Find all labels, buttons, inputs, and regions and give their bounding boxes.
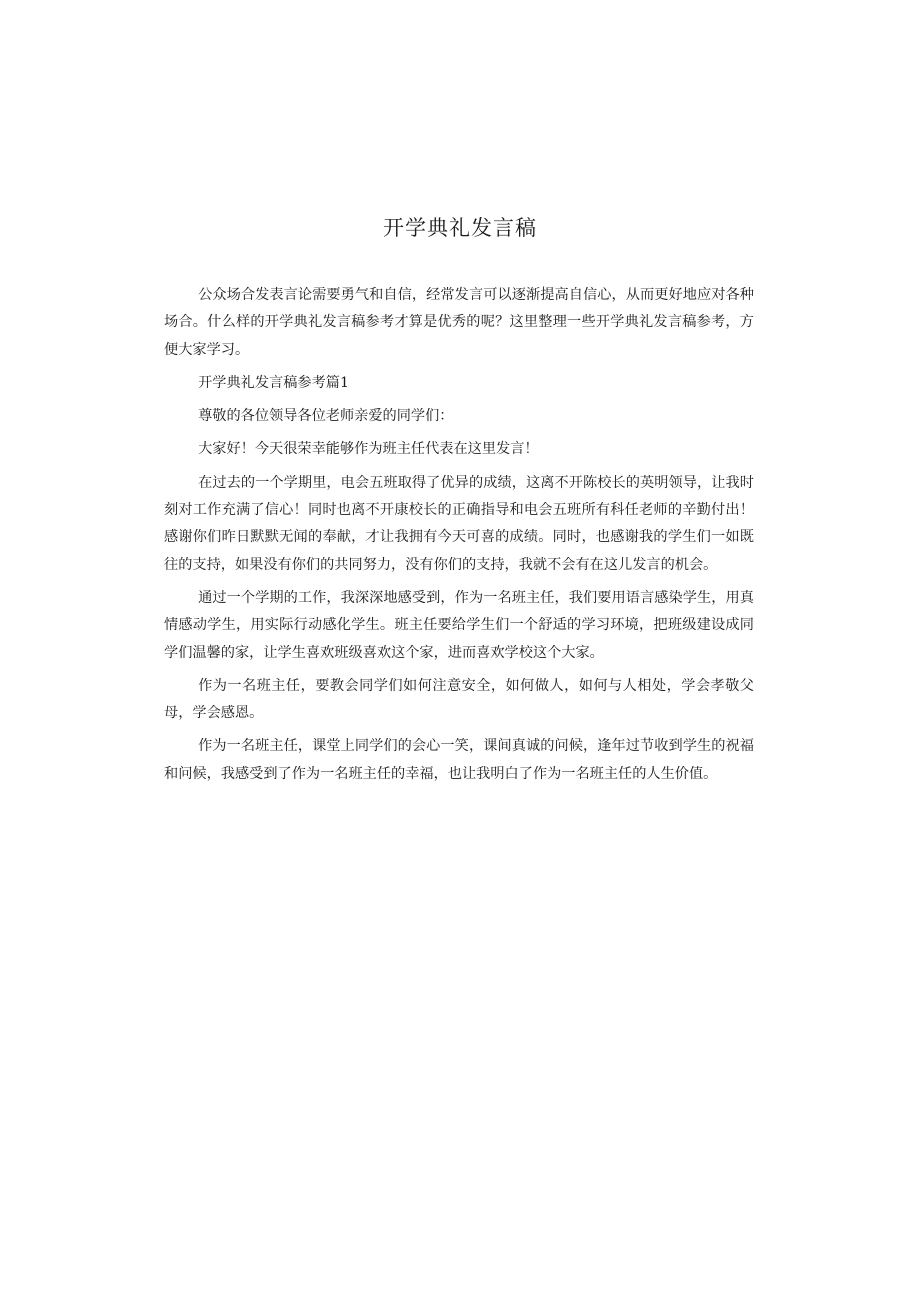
paragraph-greeting: 大家好！今天很荣幸能够作为班主任代表在这里发言！ <box>198 441 539 458</box>
document-body <box>164 282 754 794</box>
paragraph-salutation: 尊敬的各位领导各位老师亲爱的同学们： <box>198 408 454 425</box>
paragraph-body-3: 作为一名班主任，要教会同学们如何注意安全，如何做人，如何与人相处，学会孝敬父母，学会感恩。 <box>164 677 754 722</box>
paragraph-body-1: 在过去的一个学期里，电会五班取得了优异的成绩，这离不开陈校长的英明领导，让我时刻对工作充满了信心！同时也离不开康校长的正确指导和电会五班所有科任老师的辛勤付出！感谢你们昨日默默无闻的奉献，才让我拥有今天可喜的成绩。同时，也感谢我的学生们一如既往的支持，如果没有你们的共同努力，没有你们的支持，我就不会有在这儿发言的机会。 <box>164 474 754 573</box>
paragraph-body-4: 作为一名班主任，课堂上同学们的会心一笑，课间真诚的问候，逢年过节收到学生的祝福和问候，我感受到了作为一名班主任的幸福，也让我明白了作为一名班主任的人生价值。 <box>164 738 754 782</box>
paragraph-intro: 公众场合发表言论需要勇气和自信，经常发言可以逐渐提高自信心，从而更好地应对各种场合。什么样的开学典礼发言稿参考才算是优秀的呢？这里整理一些开学典礼发言稿参考，方便大家学习。 <box>164 287 754 358</box>
paragraph-body-2: 通过一个学期的工作，我深深地感受到，作为一名班主任，我们要用语言感染学生，用真情感动学生，用实际行动感化学生。班主任要给学生们一个舒适的学习环境，把班级建设成同学们温馨的家，让学生喜欢班级喜欢这个家，进而喜欢学校这个大家。 <box>164 589 754 661</box>
paragraph-section-heading: 开学典礼发言稿参考篇1 <box>198 374 349 391</box>
document-title: 开学典礼发言稿 <box>383 216 537 240</box>
